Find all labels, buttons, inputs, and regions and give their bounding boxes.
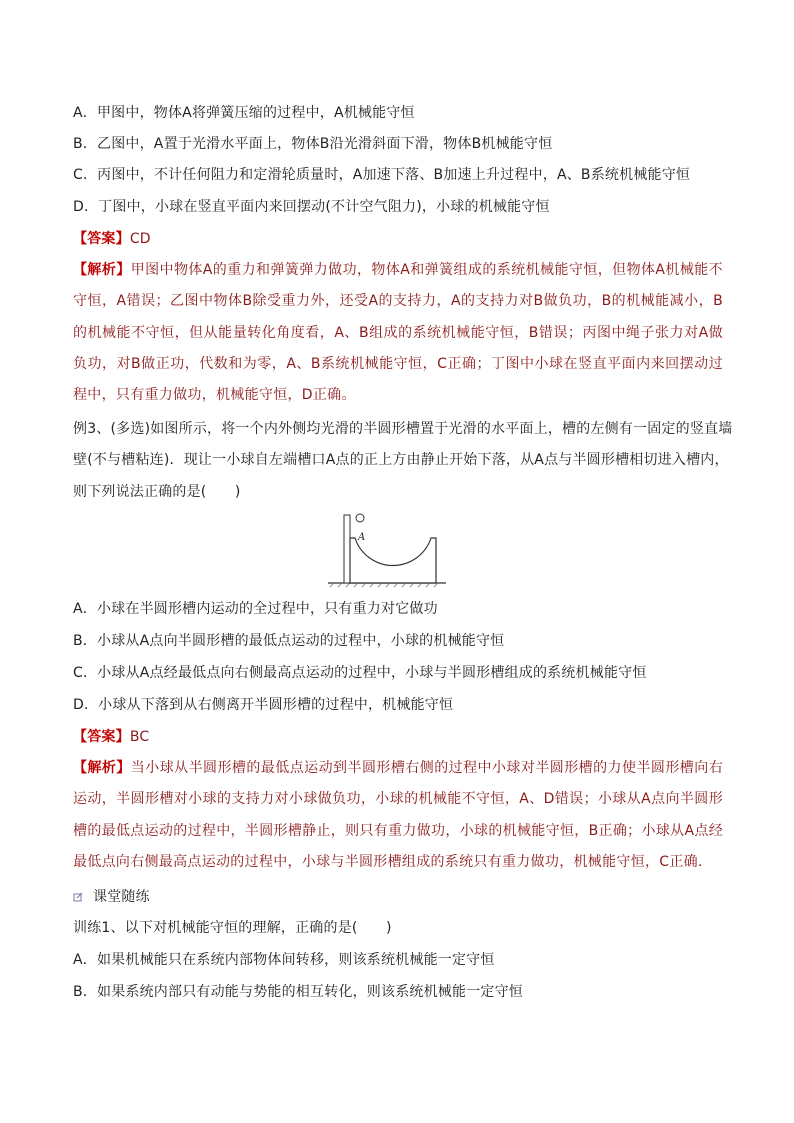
example3-stem-line-3: 则下列说法正确的是( ) [73,484,241,500]
example3-stem-line-1: 例3、(多选)如图所示，将一个内外侧均光滑的半圆形槽置于光滑的水平面上，槽的左侧有一固定的竖直墙 [73,421,733,437]
prev-option-c: C．丙图中，不计任何阻力和定滑轮质量时，A加速下落、B加速上升过程中，A、B系统机械能守恒 [73,167,691,183]
example3-option-a: A．小球在半圆形槽内运动的全过程中，只有重力对它做功 [73,601,438,617]
prev-analysis [73,255,723,411]
example3-answer [73,727,149,747]
training1-option-a: A．如果机械能只在系统内部物体间转移，则该系统机械能一定守恒 [73,952,495,968]
trough-diagram [328,507,448,591]
example3-stem-line-2: 壁(不与槽粘连)．现让一小球自左端槽口A点的正上方由静止开始下落，从A点与半圆形槽相切进入槽内， [73,452,729,468]
answer-value: CD [129,231,151,247]
analysis-tag: 【解析】 [73,760,131,776]
prev-answer [73,229,151,249]
example3-option-c: C．小球从A点经最低点向右侧最高点运动的过程中，小球与半圆形槽组成的系统机械能守恒 [73,665,647,681]
section-heading [73,887,150,907]
analysis-text: 甲图中物体A的重力和弹簧弹力做功，物体A和弹簧组成的系统机械能守恒，但物体A机械能不守恒，A错误；乙图中物体B除受重力外，还受A的支持力，A的支持力对B做负功，B的机械能减小，B的机械能不守恒，但从能量转化角度看，A、B组成的系统机械能守恒，B错误；丙图中绳子张力对A做负功，对B做正功，代数和为零，A、B系统机械能守恒，C正确；丁图中小球在竖直平面内来回摆动过程中，只有重力做功，机械能守恒，D正确。 [73,262,723,404]
example3-option-b: B．小球从A点向半圆形槽的最低点运动的过程中，小球的机械能守恒 [73,633,505,649]
pencil-icon [73,892,83,902]
prev-option-d: D．丁图中，小球在竖直平面内来回摆动(不计空气阻力)，小球的机械能守恒 [73,199,550,215]
section-title: 课堂随练 [93,889,150,905]
ball [356,514,364,522]
training1-option-b: B．如果系统内部只有动能与势能的相互转化，则该系统机械能一定守恒 [73,984,524,1000]
semicircle-trough-figure [328,507,448,595]
training1-stem: 训练1、以下对机械能守恒的理解，正确的是( ) [73,920,392,936]
prev-option-a: A．甲图中，物体A将弹簧压缩的过程中，A机械能守恒 [73,105,415,121]
example3-analysis [73,753,723,878]
answer-tag: 【答案】 [73,729,130,745]
example3-option-d: D．小球从下落到从右侧离开半圆形槽的过程中，机械能守恒 [73,697,454,713]
answer-tag: 【答案】 [73,231,130,247]
prev-option-b: B．乙图中，A置于光滑水平面上，物体B沿光滑斜面下滑，物体B机械能守恒 [73,136,553,152]
answer-value: BC [129,729,150,745]
semicircle-trough [350,538,436,583]
analysis-tag: 【解析】 [73,262,131,278]
analysis-text: 当小球从半圆形槽的最低点运动到半圆形槽右侧的过程中小球对半圆形槽的力使半圆形槽向右运动，半圆形槽对小球的支持力对小球做负功，小球的机械能不守恒，A、D错误；小球从A点向半圆形槽的最低点运动的过程中，半圆形槽静止，则只有重力做功，小球的机械能守恒，B正确；小球从A点经最低点向右侧最高点运动的过程中，小球与半圆形槽组成的系统只有重力做功，机械能守恒，C正确． [73,760,723,870]
point-a-label: A [358,532,366,543]
fixed-wall [344,515,350,583]
